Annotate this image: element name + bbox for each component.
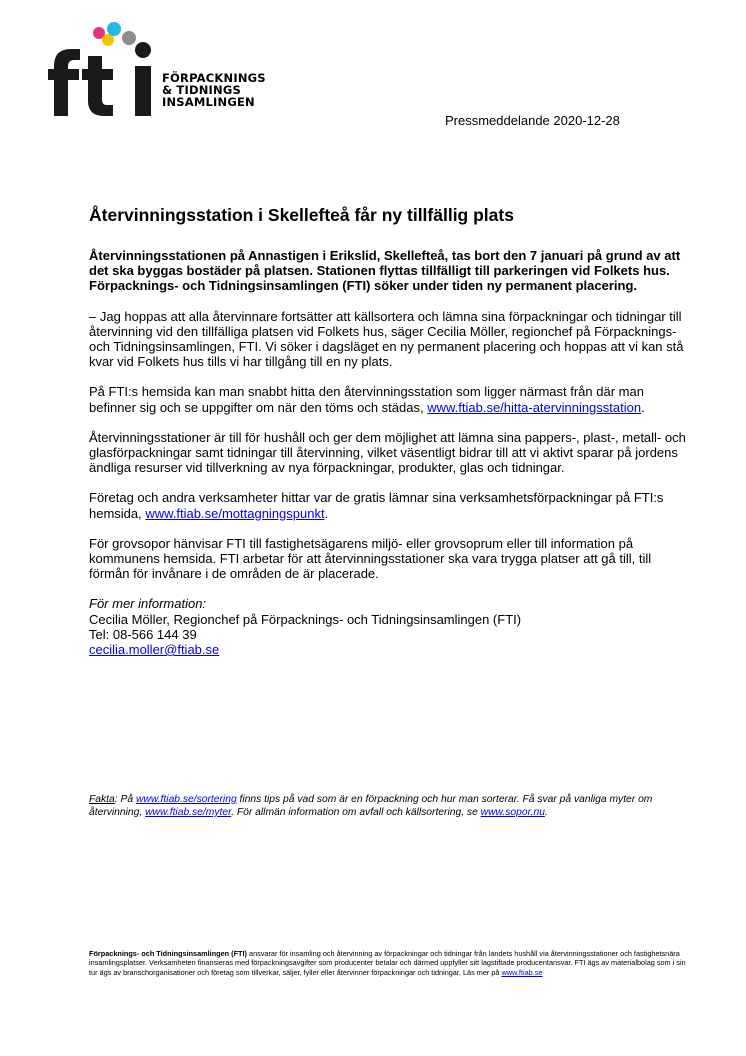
footer-boilerplate (89, 949, 689, 977)
link-sopor[interactable]: www.sopor.nu (480, 807, 545, 818)
link-myter[interactable]: www.ftiab.se/myter (145, 807, 232, 818)
logo-wordmark (162, 72, 266, 108)
logo-line-1: FÖRPACKNINGS (162, 71, 266, 85)
logo-letter-i (135, 66, 151, 116)
fti-logo-icon (48, 20, 168, 120)
contact-intro: För mer information: (89, 596, 207, 612)
logo-letter-f (54, 49, 80, 116)
paragraph-website-end: . (641, 399, 645, 415)
logo-dot-yellow (102, 34, 114, 46)
logo-line-2: & TIDNINGS (162, 83, 241, 97)
paragraph-website (89, 384, 689, 414)
paragraph-companies-text: Företag och andra verksamheter hittar var de gratis lämnar sina verksamhetsförpackningar på FTI:s hemsida, (89, 490, 664, 521)
fakta-text-4: . (544, 807, 548, 818)
logo-dot-i (135, 42, 151, 58)
fakta-label: Fakta (89, 794, 115, 805)
article-body (89, 248, 689, 657)
paragraph-stations: Återvinningsstationer är till för hushåll och ger dem möjlighet att lämna sina pappers-, plast-, metall- och glasförpackningar samt tidningar till återvinning, vilket väsentligt bidrar till att vi aktivt sparar på jordens ändliga resurser vid tillverkning av nya förpackningar, produkter, glas och tidningar. (89, 429, 686, 476)
logo-dot-grey (122, 31, 136, 45)
fakta-block (89, 793, 689, 819)
contact-name: Cecilia Möller, Regionchef på Förpacknings- och Tidningsinsamlingen (FTI) (89, 611, 522, 627)
paragraph-website-text: På FTI:s hemsida kan man snabbt hitta den återvinningsstation som ligger närmast från där man befinner sig och se uppgifter om när den töms och städas, (89, 384, 644, 415)
logo-line-3: INSAMLINGEN (162, 95, 255, 109)
contact-block (89, 596, 689, 657)
link-sortering[interactable]: www.ftiab.se/sortering (135, 794, 237, 805)
paragraph-grovsopor: För grovsopor hänvisar FTI till fastighetsägarens miljö- eller grovsoprum eller till information på kommunens hemsida. FTI arbetar för att återvinningsstationer ska vara trygga platser att gå till, till förmån för invånare i de områden de är placerade. (89, 535, 652, 582)
lead-paragraph: Återvinningsstationen på Annastigen i Erikslid, Skellefteå, tas bort den 7 januari på grund av att det ska byggas bostäder på platsen. Stationen flyttas tillfälligt till parkeringen vid Folkets hus. Förpacknings- och Tidningsinsamlingen (FTI) söker under tiden ny permanent placering. (89, 248, 681, 294)
fakta-text-1: : På (114, 794, 136, 805)
page-title: Återvinningsstation i Skellefteå får ny tillfällig plats (89, 205, 514, 225)
fakta-text-3: . För allmän information om avfall och källsortering, se (231, 807, 481, 818)
logo-letter-t (82, 56, 113, 116)
contact-email-link[interactable]: cecilia.moller@ftiab.se (89, 642, 220, 658)
paragraph-companies-end: . (324, 505, 329, 521)
contact-phone: Tel: 08-566 144 39 (89, 626, 197, 642)
footer-org: Förpacknings- och Tidningsinsamlingen (FTI) (89, 949, 247, 958)
paragraph-quote: – Jag hoppas att alla återvinnare fortsätter att källsortera och lämna sina förpackningar och tidningar till återvinning vid den tillfälliga platsen vid Folkets hus, säger Cecilia Möller, regionchef på Förpacknings- och Tidningsinsamlingen, FTI. Vi söker i dagsläget en ny permanent placering och hoppas att vi kan stå kvar vid Folkets hus tills vi har tillgång till en ny plats. (89, 308, 684, 370)
paragraph-companies (89, 490, 689, 520)
footer-text: ansvarar för insamling och återvinning av förpackningar och tidningar från landets hushåll via återvinningsstationer och fastighetsnära insamlingsplatser. Verksamheten finansieras med förpackningsavgifter som producenter betalar och därmed uppfyller sitt lagstiftade producentansvar. FTI ägs av materialbolag som i sin tur ägs av branschorganisationer och företag som tillverkar, säljer, fyller eller återvinner förpackningar och tidningar. Läs mer på (89, 949, 686, 977)
logo-dot-cyan (107, 22, 121, 36)
footer-link-ftiab[interactable]: www.ftiab.se (501, 967, 543, 977)
fakta-text-2: finns tips på vad som är en förpackning och hur man sorterar. Få svar på vanliga myter om återvinning, (89, 794, 653, 818)
press-release-date: Pressmeddelande 2020-12-28 (445, 113, 620, 128)
link-mottagningspunkt[interactable]: www.ftiab.se/mottagningspunkt (145, 505, 325, 521)
link-hitta-atervinningsstation[interactable]: www.ftiab.se/hitta-atervinningsstation (427, 399, 642, 415)
fti-logo (48, 20, 288, 120)
